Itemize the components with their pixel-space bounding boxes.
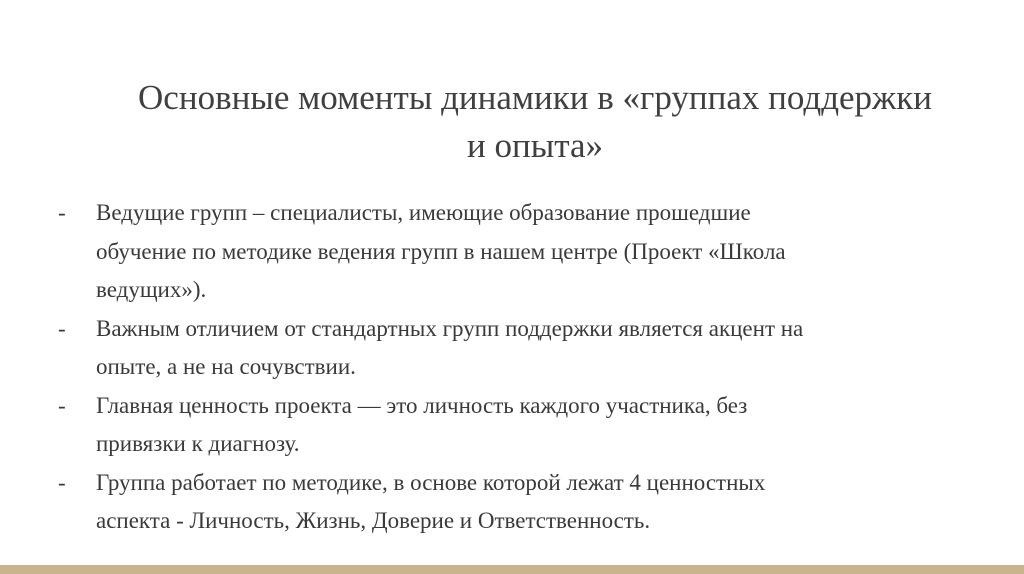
bullet-dash: - [58, 200, 66, 225]
title-line-1: Основные моменты динамики в «группах поддержки [138, 78, 932, 117]
bullet-dash: - [58, 315, 66, 341]
bullet-line: аспекта - Личность, Жизнь, Доверие и Ответственность. [96, 508, 651, 533]
bullet-list [54, 194, 984, 541]
bullet-line: Важным отличием от стандартных групп поддержки является акцент на [96, 315, 804, 341]
slide-title [60, 74, 1010, 170]
bullet-item-method [54, 464, 984, 541]
bullet-line: опыте, а не на сочувствии. [96, 354, 356, 379]
bullet-line: Ведущие групп – специалисты, имеющие образование прошедшие [96, 200, 751, 225]
bullet-dash: - [58, 392, 66, 418]
bullet-line: привязки к диагнозу. [96, 431, 300, 456]
title-line-2: и опыта» [467, 126, 603, 165]
bullet-line: Группа работает по методике, в основе которой лежат 4 ценностных [96, 469, 766, 495]
bullet-dash: - [58, 469, 66, 495]
bullet-line: обучение по методике ведения групп в нашем центре (Проект «Школа [96, 238, 786, 264]
bullet-item-difference [54, 310, 984, 387]
accent-bottom-bar [0, 565, 1024, 574]
bullet-line: ведущих»). [96, 277, 207, 302]
bullet-item-value [54, 387, 984, 464]
bullet-line: Главная ценность проекта — это личность каждого участника, без [96, 392, 748, 418]
bullet-item-leaders [54, 194, 984, 310]
